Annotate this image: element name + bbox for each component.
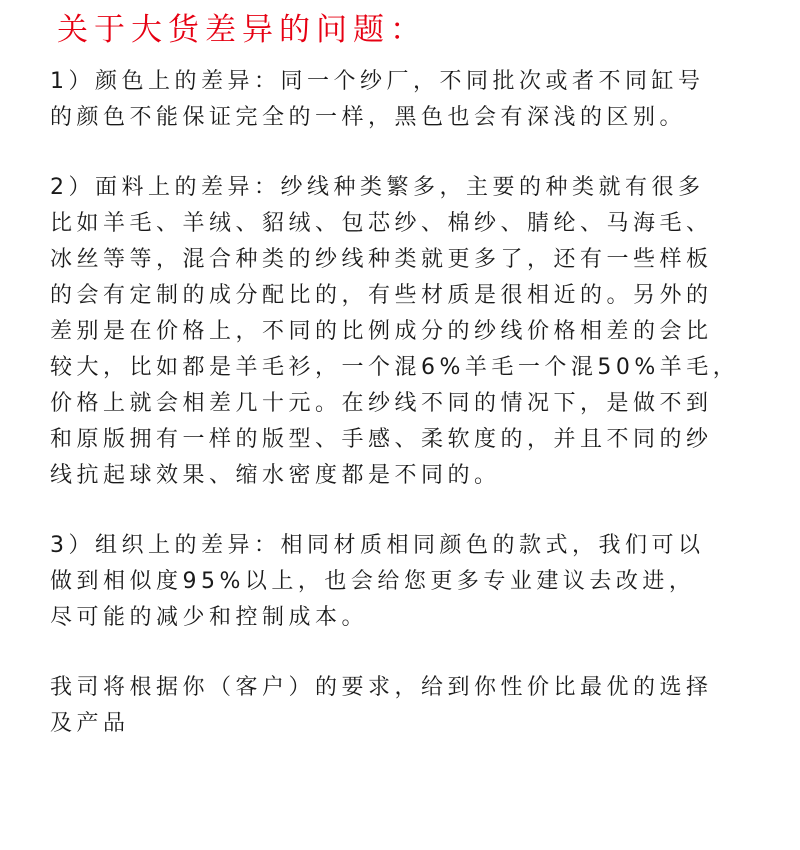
section-color-difference [50, 64, 770, 136]
paragraph-line: 尽可能的减少和控制成本。 [50, 605, 369, 630]
paragraph-line: 差别是在价格上，不同的比例成分的纱线价格相差的会比 [50, 319, 713, 344]
document-body [50, 64, 770, 742]
paragraph-line: 我司将根据你（客户）的要求，给到你性价比最优的选择 [50, 675, 713, 700]
paragraph-line: 较大，比如都是羊毛衫，一个混6%羊毛一个混50%羊毛， [50, 355, 740, 380]
section-fabric-difference [50, 170, 770, 494]
paragraph-line: 的颜色不能保证完全的一样，黑色也会有深浅的区别。 [50, 105, 687, 130]
paragraph-line: 及产品 [50, 711, 130, 736]
paragraph-line: 的会有定制的成分配比的，有些材质是很相近的。另外的 [50, 283, 713, 308]
paragraph-spacer [50, 636, 770, 670]
paragraph-line: 价格上就会相差几十元。在纱线不同的情况下，是做不到 [50, 391, 713, 416]
section-weave-difference [50, 528, 770, 636]
paragraph-line: 冰丝等等，混合种类的纱线种类就更多了，还有一些样板 [50, 247, 713, 272]
paragraph-line: 比如羊毛、羊绒、貂绒、包芯纱、棉纱、腈纶、马海毛、 [50, 211, 713, 236]
paragraph-line: 1）颜色上的差异：同一个纱厂，不同批次或者不同缸号 [50, 69, 705, 94]
paragraph-line: 线抗起球效果、缩水密度都是不同的。 [50, 463, 501, 488]
paragraph-spacer [50, 136, 770, 170]
page-title: 关于大货差异的问题： [57, 12, 427, 48]
paragraph-line: 2）面料上的差异：纱线种类繁多，主要的种类就有很多 [50, 175, 705, 200]
paragraph-line: 和原版拥有一样的版型、手感、柔软度的，并且不同的纱 [50, 427, 713, 452]
section-company-statement [50, 670, 770, 742]
paragraph-line: 做到相似度95%以上，也会给您更多专业建议去改进， [50, 569, 696, 594]
paragraph-spacer [50, 494, 770, 528]
paragraph-line: 3）组织上的差异：相同材质相同颜色的款式，我们可以 [50, 533, 705, 558]
